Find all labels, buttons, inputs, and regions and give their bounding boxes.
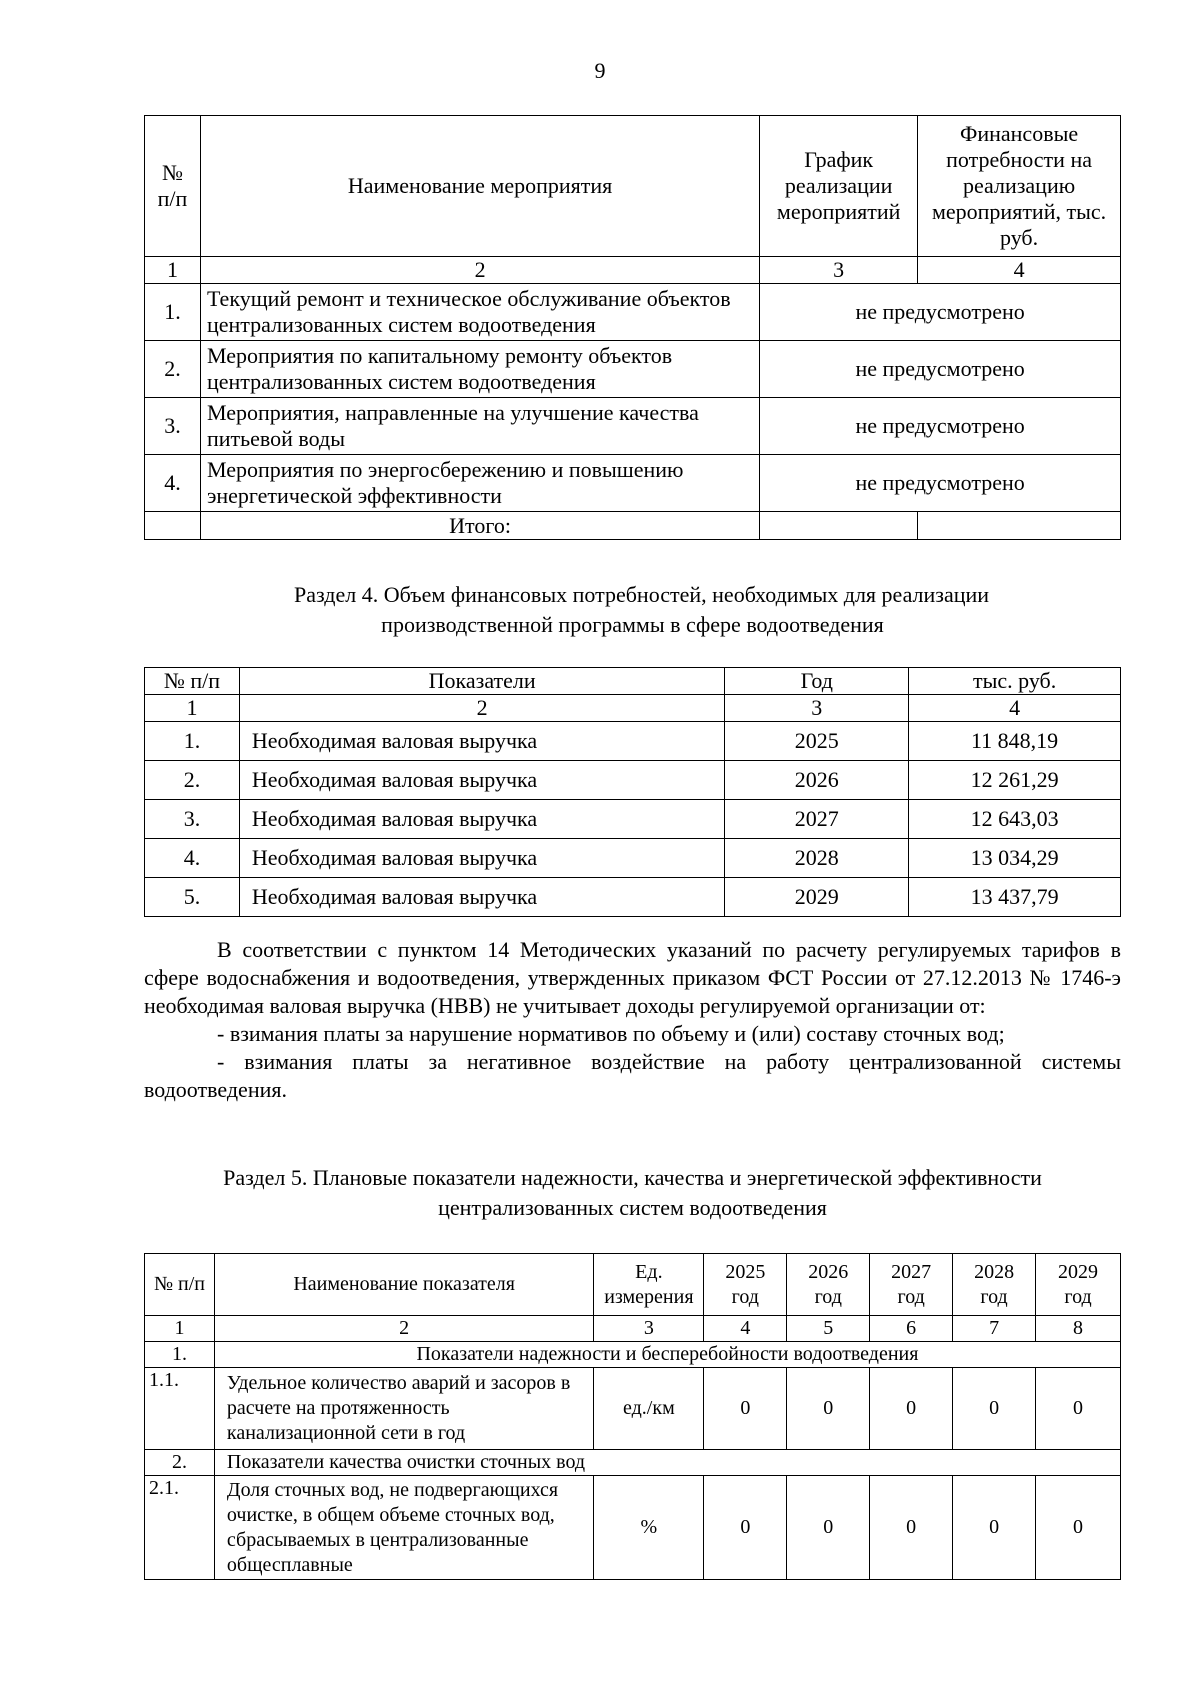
total-row <box>145 512 1121 540</box>
total-label: Итого: <box>200 512 759 540</box>
table-header-row <box>145 668 1121 695</box>
row-unit: % <box>594 1476 704 1580</box>
group-row <box>145 1450 1121 1476</box>
methodology-paragraph <box>144 936 1121 1104</box>
group-title: Показатели надежности и бесперебойности водоотведения <box>214 1342 1120 1368</box>
row-name: Необходимая валовая выручка <box>239 761 724 800</box>
row-name: Мероприятия, направленные на улучшение качества питьевой воды <box>200 398 759 455</box>
header-num: № п/п <box>145 116 201 257</box>
total-empty-cell <box>760 512 918 540</box>
section4-heading-line2: производственной программы в сфере водоотведения <box>381 612 884 637</box>
row-value: 0 <box>1036 1368 1121 1450</box>
index-cell: 3 <box>725 695 909 722</box>
row-value: 0 <box>787 1476 870 1580</box>
group-num: 1. <box>145 1342 215 1368</box>
index-cell: 4 <box>909 695 1121 722</box>
table-row <box>145 1476 1121 1580</box>
row-num: 2. <box>145 341 201 398</box>
nvv-table <box>144 667 1121 917</box>
row-num: 1. <box>145 284 201 341</box>
row-num: 1. <box>145 722 240 761</box>
row-status: не предусмотрено <box>760 284 1121 341</box>
row-value: 13 437,79 <box>909 878 1121 917</box>
row-name: Доля сточных вод, не подвергающихся очистке, в общем объеме сточных вод, сбрасываемых в централизованные общесплавные <box>214 1476 593 1580</box>
row-num: 4. <box>145 839 240 878</box>
header-unit: Ед. измерения <box>594 1254 704 1316</box>
index-cell: 4 <box>704 1316 787 1342</box>
section5-heading <box>144 1163 1121 1223</box>
header-year-2028: 2028 год <box>953 1254 1036 1316</box>
section4-heading <box>144 580 1121 640</box>
index-cell: 5 <box>787 1316 870 1342</box>
paragraph-bullet-1: - взимания платы за нарушение нормативов по объему и (или) составу сточных вод; <box>217 1021 1005 1046</box>
row-num: 2.1. <box>145 1476 215 1580</box>
row-num: 2. <box>145 761 240 800</box>
row-num: 3. <box>145 398 201 455</box>
total-empty-cell <box>145 512 201 540</box>
header-finance: Финансовые потребности на реализацию мероприятий, тыс. руб. <box>918 116 1121 257</box>
row-value: 0 <box>953 1476 1036 1580</box>
table-row <box>145 800 1121 839</box>
header-name: Наименование мероприятия <box>200 116 759 257</box>
row-name: Необходимая валовая выручка <box>239 878 724 917</box>
section5-heading-line1: Раздел 5. Плановые показатели надежности, качества и энергетической эффективности <box>223 1165 1042 1190</box>
header-num: № п/п <box>145 1254 215 1316</box>
paragraph-main: В соответствии с пунктом 14 Методических указаний по расчету регулируемых тарифов в сфере водоснабжения и водоотведения, утвержденных приказом ФСТ России от 27.12.2013 № 1746-э необходимая валовая выручка (НВВ) не учитывает доходы регулируемой организации от: <box>144 937 1121 1018</box>
row-status: не предусмотрено <box>760 341 1121 398</box>
header-year-2027: 2027 год <box>870 1254 953 1316</box>
row-year: 2025 <box>725 722 909 761</box>
header-num: № п/п <box>145 668 240 695</box>
measures-table <box>144 115 1121 540</box>
table-row <box>145 341 1121 398</box>
table-row <box>145 398 1121 455</box>
index-cell: 2 <box>200 257 759 284</box>
index-cell: 2 <box>214 1316 593 1342</box>
index-cell: 3 <box>594 1316 704 1342</box>
index-cell: 3 <box>760 257 918 284</box>
header-year-2029: 2029 год <box>1036 1254 1121 1316</box>
row-year: 2027 <box>725 800 909 839</box>
index-cell: 1 <box>145 1316 215 1342</box>
row-value: 0 <box>704 1368 787 1450</box>
table-row <box>145 284 1121 341</box>
row-value: 0 <box>953 1368 1036 1450</box>
header-schedule: График реализации мероприятий <box>760 116 918 257</box>
row-name: Текущий ремонт и техническое обслуживание объектов централизованных систем водоотведения <box>200 284 759 341</box>
row-name: Необходимая валовая выручка <box>239 839 724 878</box>
header-value: тыс. руб. <box>909 668 1121 695</box>
section4-heading-line1: Раздел 4. Объем финансовых потребностей, необходимых для реализации <box>294 582 990 607</box>
row-value: 0 <box>1036 1476 1121 1580</box>
row-name: Мероприятия по капитальному ремонту объектов централизованных систем водоотведения <box>200 341 759 398</box>
header-year-2026: 2026 год <box>787 1254 870 1316</box>
index-cell: 8 <box>1036 1316 1121 1342</box>
index-row <box>145 1316 1121 1342</box>
row-year: 2028 <box>725 839 909 878</box>
row-name: Необходимая валовая выручка <box>239 722 724 761</box>
header-year-2025: 2025 год <box>704 1254 787 1316</box>
table-row <box>145 878 1121 917</box>
table-row <box>145 455 1121 512</box>
index-cell: 1 <box>145 257 201 284</box>
index-cell: 7 <box>953 1316 1036 1342</box>
index-cell: 2 <box>239 695 724 722</box>
table-row <box>145 1368 1121 1450</box>
paragraph-bullet-2: - взимания платы за негативное воздействие на работу централизованной системы водоотведения. <box>144 1049 1121 1102</box>
row-value: 11 848,19 <box>909 722 1121 761</box>
indicators-table <box>144 1253 1121 1580</box>
index-cell: 6 <box>870 1316 953 1342</box>
row-status: не предусмотрено <box>760 398 1121 455</box>
index-row <box>145 695 1121 722</box>
row-value: 12 643,03 <box>909 800 1121 839</box>
group-row <box>145 1342 1121 1368</box>
index-cell: 1 <box>145 695 240 722</box>
row-name: Мероприятия по энергосбережению и повышению энергетической эффективности <box>200 455 759 512</box>
table-header-row <box>145 116 1121 257</box>
row-value: 0 <box>870 1476 953 1580</box>
page-number: 9 <box>594 58 606 83</box>
table-row <box>145 839 1121 878</box>
row-year: 2029 <box>725 878 909 917</box>
row-num: 4. <box>145 455 201 512</box>
row-value: 12 261,29 <box>909 761 1121 800</box>
row-unit: ед./км <box>594 1368 704 1450</box>
row-num: 5. <box>145 878 240 917</box>
header-year: Год <box>725 668 909 695</box>
group-num: 2. <box>145 1450 215 1476</box>
row-num: 3. <box>145 800 240 839</box>
table-row <box>145 722 1121 761</box>
row-value: 0 <box>704 1476 787 1580</box>
row-value: 13 034,29 <box>909 839 1121 878</box>
total-empty-cell <box>918 512 1121 540</box>
row-status: не предусмотрено <box>760 455 1121 512</box>
row-name: Необходимая валовая выручка <box>239 800 724 839</box>
table-header-row <box>145 1254 1121 1316</box>
index-row <box>145 257 1121 284</box>
row-num: 1.1. <box>145 1368 215 1450</box>
row-value: 0 <box>787 1368 870 1450</box>
group-title: Показатели качества очистки сточных вод <box>214 1450 1120 1476</box>
table-row <box>145 761 1121 800</box>
header-name: Наименование показателя <box>214 1254 593 1316</box>
index-cell: 4 <box>918 257 1121 284</box>
row-name: Удельное количество аварий и засоров в расчете на протяженность канализационной сети в год <box>214 1368 593 1450</box>
row-value: 0 <box>870 1368 953 1450</box>
section5-heading-line2: централизованных систем водоотведения <box>438 1195 827 1220</box>
header-indicator: Показатели <box>239 668 724 695</box>
row-year: 2026 <box>725 761 909 800</box>
